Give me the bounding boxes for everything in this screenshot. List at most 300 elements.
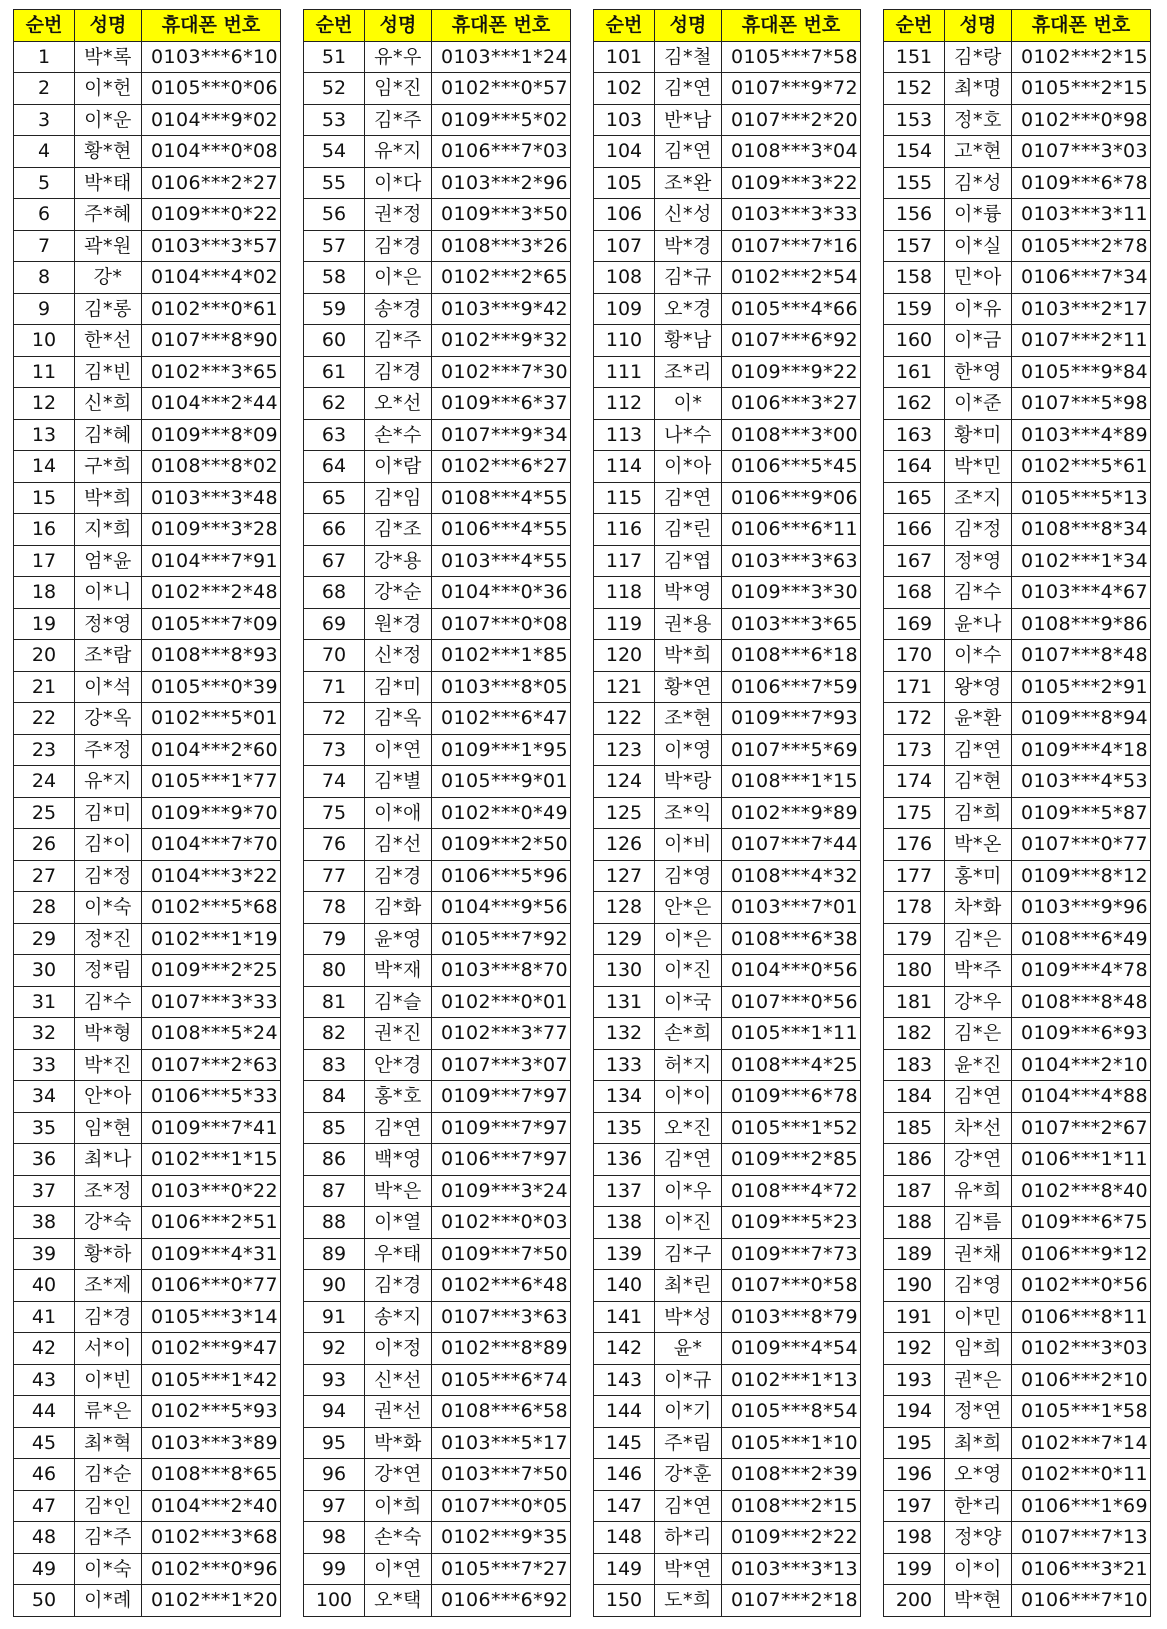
table-row bbox=[884, 388, 1151, 420]
name-cell: 조*완 bbox=[655, 167, 722, 199]
phone-cell: 0105***0*39 bbox=[142, 671, 281, 703]
phone-cell: 0107***9*72 bbox=[722, 73, 861, 105]
phone-cell: 0109***4*31 bbox=[142, 1238, 281, 1270]
table-row bbox=[884, 1270, 1151, 1302]
name-cell: 임*진 bbox=[365, 73, 432, 105]
phone-cell: 0105***0*06 bbox=[142, 73, 281, 105]
table-row bbox=[594, 325, 861, 357]
name-cell: 최*나 bbox=[75, 1144, 142, 1176]
seq-cell: 61 bbox=[304, 356, 365, 388]
table-row bbox=[594, 766, 861, 798]
seq-cell: 164 bbox=[884, 451, 945, 483]
phone-cell: 0108***8*02 bbox=[142, 451, 281, 483]
seq-cell: 104 bbox=[594, 136, 655, 168]
seq-cell: 35 bbox=[14, 1112, 75, 1144]
phone-cell: 0103***8*05 bbox=[432, 671, 571, 703]
name-cell: 이*정 bbox=[365, 1333, 432, 1365]
table-row bbox=[884, 1553, 1151, 1585]
name-cell: 김*연 bbox=[945, 734, 1012, 766]
seq-cell: 5 bbox=[14, 167, 75, 199]
name-cell: 이*기 bbox=[655, 1396, 722, 1428]
name-cell: 오*선 bbox=[365, 388, 432, 420]
table-row bbox=[14, 451, 281, 483]
phone-cell: 0102***3*03 bbox=[1012, 1333, 1151, 1365]
name-cell: 홍*호 bbox=[365, 1081, 432, 1113]
seq-cell: 39 bbox=[14, 1238, 75, 1270]
table-row bbox=[884, 1301, 1151, 1333]
name-cell: 왕*영 bbox=[945, 671, 1012, 703]
table-row bbox=[594, 1301, 861, 1333]
name-cell: 이*영 bbox=[655, 734, 722, 766]
table-row bbox=[304, 104, 571, 136]
name-cell: 김*인 bbox=[75, 1490, 142, 1522]
name-cell: 김*은 bbox=[945, 1018, 1012, 1050]
phone-cell: 0109***7*73 bbox=[722, 1238, 861, 1270]
phone-cell: 0109***8*12 bbox=[1012, 860, 1151, 892]
table-row bbox=[14, 640, 281, 672]
phone-cell: 0105***2*78 bbox=[1012, 230, 1151, 262]
seq-cell: 4 bbox=[14, 136, 75, 168]
table-row bbox=[304, 356, 571, 388]
name-cell: 김*경 bbox=[365, 230, 432, 262]
table-row bbox=[14, 1490, 281, 1522]
phone-cell: 0105***5*13 bbox=[1012, 482, 1151, 514]
table-row bbox=[594, 986, 861, 1018]
table-row bbox=[594, 1553, 861, 1585]
table-row bbox=[594, 1490, 861, 1522]
seq-cell: 120 bbox=[594, 640, 655, 672]
name-cell: 강*숙 bbox=[75, 1207, 142, 1239]
name-cell: 오*진 bbox=[655, 1112, 722, 1144]
phone-cell: 0109***4*54 bbox=[722, 1333, 861, 1365]
seq-cell: 185 bbox=[884, 1112, 945, 1144]
seq-cell: 142 bbox=[594, 1333, 655, 1365]
phone-cell: 0105***1*10 bbox=[722, 1427, 861, 1459]
name-cell: 이*운 bbox=[75, 104, 142, 136]
table-row bbox=[14, 955, 281, 987]
table-row bbox=[884, 356, 1151, 388]
table-row bbox=[884, 451, 1151, 483]
name-cell: 고*현 bbox=[945, 136, 1012, 168]
seq-cell: 37 bbox=[14, 1175, 75, 1207]
phone-cell: 0108***8*65 bbox=[142, 1459, 281, 1491]
phone-cell: 0109***2*22 bbox=[722, 1522, 861, 1554]
phone-cell: 0103***3*33 bbox=[722, 199, 861, 231]
table-row bbox=[884, 734, 1151, 766]
table-row bbox=[884, 41, 1151, 73]
seq-cell: 29 bbox=[14, 923, 75, 955]
name-cell: 박*현 bbox=[945, 1585, 1012, 1617]
table-row bbox=[304, 73, 571, 105]
table-row bbox=[884, 136, 1151, 168]
seq-cell: 74 bbox=[304, 766, 365, 798]
name-cell: 김*빈 bbox=[75, 356, 142, 388]
table-row bbox=[14, 671, 281, 703]
phone-cell: 0102***0*01 bbox=[432, 986, 571, 1018]
name-cell: 손*수 bbox=[365, 419, 432, 451]
phone-cell: 0107***0*56 bbox=[722, 986, 861, 1018]
phone-cell: 0108***4*32 bbox=[722, 860, 861, 892]
header-seq: 순번 bbox=[14, 10, 75, 42]
table-row bbox=[14, 545, 281, 577]
seq-cell: 153 bbox=[884, 104, 945, 136]
seq-cell: 36 bbox=[14, 1144, 75, 1176]
seq-cell: 128 bbox=[594, 892, 655, 924]
name-cell: 김*구 bbox=[655, 1238, 722, 1270]
phone-cell: 0106***3*21 bbox=[1012, 1553, 1151, 1585]
phone-cell: 0103***3*57 bbox=[142, 230, 281, 262]
name-cell: 백*영 bbox=[365, 1144, 432, 1176]
name-cell: 김*순 bbox=[75, 1459, 142, 1491]
name-cell: 신*성 bbox=[655, 199, 722, 231]
phone-cell: 0107***2*11 bbox=[1012, 325, 1151, 357]
name-cell: 이*애 bbox=[365, 797, 432, 829]
table-row bbox=[14, 1585, 281, 1617]
phone-cell: 0106***5*33 bbox=[142, 1081, 281, 1113]
seq-cell: 90 bbox=[304, 1270, 365, 1302]
header-phone: 휴대폰 번호 bbox=[1012, 10, 1151, 42]
phone-cell: 0109***0*22 bbox=[142, 199, 281, 231]
seq-cell: 62 bbox=[304, 388, 365, 420]
name-cell: 원*경 bbox=[365, 608, 432, 640]
table-row bbox=[14, 1459, 281, 1491]
seq-cell: 147 bbox=[594, 1490, 655, 1522]
name-cell: 정*호 bbox=[945, 104, 1012, 136]
name-cell: 류*은 bbox=[75, 1396, 142, 1428]
seq-cell: 163 bbox=[884, 419, 945, 451]
phone-cell: 0102***8*40 bbox=[1012, 1175, 1151, 1207]
seq-cell: 30 bbox=[14, 955, 75, 987]
seq-cell: 76 bbox=[304, 829, 365, 861]
phone-cell: 0108***4*55 bbox=[432, 482, 571, 514]
seq-cell: 136 bbox=[594, 1144, 655, 1176]
phone-cell: 0105***6*74 bbox=[432, 1364, 571, 1396]
table-row bbox=[14, 1301, 281, 1333]
seq-cell: 179 bbox=[884, 923, 945, 955]
table-row bbox=[304, 482, 571, 514]
seq-cell: 180 bbox=[884, 955, 945, 987]
header-row bbox=[14, 10, 281, 42]
seq-cell: 129 bbox=[594, 923, 655, 955]
phone-cell: 0103***2*17 bbox=[1012, 293, 1151, 325]
name-cell: 김*옥 bbox=[365, 703, 432, 735]
name-cell: 송*경 bbox=[365, 293, 432, 325]
table-row bbox=[304, 1364, 571, 1396]
name-cell: 신*희 bbox=[75, 388, 142, 420]
table-row bbox=[14, 923, 281, 955]
phone-cell: 0108***2*39 bbox=[722, 1459, 861, 1491]
seq-cell: 110 bbox=[594, 325, 655, 357]
name-cell: 김*수 bbox=[945, 577, 1012, 609]
phone-cell: 0105***1*42 bbox=[142, 1364, 281, 1396]
table-row bbox=[884, 1396, 1151, 1428]
seq-cell: 199 bbox=[884, 1553, 945, 1585]
phone-cell: 0106***7*10 bbox=[1012, 1585, 1151, 1617]
name-cell: 강*옥 bbox=[75, 703, 142, 735]
name-cell: 강*훈 bbox=[655, 1459, 722, 1491]
table-row bbox=[594, 1427, 861, 1459]
seq-cell: 140 bbox=[594, 1270, 655, 1302]
name-cell: 김*혜 bbox=[75, 419, 142, 451]
table-row bbox=[594, 1333, 861, 1365]
seq-cell: 145 bbox=[594, 1427, 655, 1459]
seq-cell: 135 bbox=[594, 1112, 655, 1144]
seq-cell: 189 bbox=[884, 1238, 945, 1270]
phone-cell: 0108***6*58 bbox=[432, 1396, 571, 1428]
name-cell: 김*연 bbox=[655, 482, 722, 514]
table-row bbox=[304, 1459, 571, 1491]
table-row bbox=[594, 262, 861, 294]
phone-cell: 0102***0*56 bbox=[1012, 1270, 1151, 1302]
phone-cell: 0104***9*56 bbox=[432, 892, 571, 924]
name-cell: 허*지 bbox=[655, 1049, 722, 1081]
phone-cell: 0103***5*17 bbox=[432, 1427, 571, 1459]
phone-cell: 0104***7*91 bbox=[142, 545, 281, 577]
seq-cell: 112 bbox=[594, 388, 655, 420]
table-row bbox=[884, 577, 1151, 609]
phone-cell: 0109***9*70 bbox=[142, 797, 281, 829]
phone-cell: 0108***6*49 bbox=[1012, 923, 1151, 955]
name-cell: 조*현 bbox=[655, 703, 722, 735]
table-row bbox=[594, 1175, 861, 1207]
name-cell: 윤*진 bbox=[945, 1049, 1012, 1081]
name-cell: 박*랑 bbox=[655, 766, 722, 798]
seq-cell: 56 bbox=[304, 199, 365, 231]
table-row bbox=[594, 104, 861, 136]
name-cell: 김*선 bbox=[365, 829, 432, 861]
seq-cell: 118 bbox=[594, 577, 655, 609]
name-cell: 임*현 bbox=[75, 1112, 142, 1144]
name-cell: 황*남 bbox=[655, 325, 722, 357]
phone-cell: 0105***1*52 bbox=[722, 1112, 861, 1144]
seq-cell: 174 bbox=[884, 766, 945, 798]
table-row bbox=[304, 41, 571, 73]
phone-cell: 0105***9*84 bbox=[1012, 356, 1151, 388]
name-cell: 차*화 bbox=[945, 892, 1012, 924]
name-cell: 김*경 bbox=[365, 1270, 432, 1302]
seq-cell: 14 bbox=[14, 451, 75, 483]
phone-cell: 0107***3*03 bbox=[1012, 136, 1151, 168]
name-cell: 김*롱 bbox=[75, 293, 142, 325]
name-cell: 신*정 bbox=[365, 640, 432, 672]
seq-cell: 138 bbox=[594, 1207, 655, 1239]
name-cell: 박*성 bbox=[655, 1301, 722, 1333]
table-row bbox=[884, 262, 1151, 294]
seq-cell: 182 bbox=[884, 1018, 945, 1050]
seq-cell: 162 bbox=[884, 388, 945, 420]
phone-cell: 0102***0*49 bbox=[432, 797, 571, 829]
table-row bbox=[594, 451, 861, 483]
seq-cell: 55 bbox=[304, 167, 365, 199]
table-row bbox=[884, 167, 1151, 199]
seq-cell: 107 bbox=[594, 230, 655, 262]
seq-cell: 15 bbox=[14, 482, 75, 514]
seq-cell: 44 bbox=[14, 1396, 75, 1428]
phone-cell: 0104***4*02 bbox=[142, 262, 281, 294]
table-row bbox=[884, 1522, 1151, 1554]
phone-cell: 0103***4*53 bbox=[1012, 766, 1151, 798]
table-row bbox=[304, 1333, 571, 1365]
name-cell: 이*헌 bbox=[75, 73, 142, 105]
seq-cell: 7 bbox=[14, 230, 75, 262]
seq-cell: 178 bbox=[884, 892, 945, 924]
table-row bbox=[884, 955, 1151, 987]
phone-cell: 0107***6*92 bbox=[722, 325, 861, 357]
name-cell: 박*영 bbox=[655, 577, 722, 609]
name-cell: 권*은 bbox=[945, 1364, 1012, 1396]
table-row bbox=[884, 766, 1151, 798]
name-cell: 김*주 bbox=[365, 325, 432, 357]
phone-cell: 0107***0*77 bbox=[1012, 829, 1151, 861]
table-row bbox=[304, 1301, 571, 1333]
seq-cell: 148 bbox=[594, 1522, 655, 1554]
phone-cell: 0102***2*54 bbox=[722, 262, 861, 294]
seq-cell: 156 bbox=[884, 199, 945, 231]
table-row bbox=[594, 1049, 861, 1081]
phone-cell: 0102***0*57 bbox=[432, 73, 571, 105]
name-cell: 이*연 bbox=[365, 734, 432, 766]
seq-cell: 200 bbox=[884, 1585, 945, 1617]
seq-cell: 64 bbox=[304, 451, 365, 483]
phone-cell: 0106***7*03 bbox=[432, 136, 571, 168]
table-row bbox=[304, 829, 571, 861]
table-row bbox=[304, 451, 571, 483]
seq-cell: 173 bbox=[884, 734, 945, 766]
name-cell: 이*이 bbox=[945, 1553, 1012, 1585]
name-cell: 정*영 bbox=[945, 545, 1012, 577]
table-row bbox=[594, 860, 861, 892]
phone-cell: 0103***2*96 bbox=[432, 167, 571, 199]
table-row bbox=[14, 1522, 281, 1554]
name-cell: 이*이 bbox=[655, 1081, 722, 1113]
name-cell: 강*순 bbox=[365, 577, 432, 609]
seq-cell: 97 bbox=[304, 1490, 365, 1522]
phone-cell: 0104***2*44 bbox=[142, 388, 281, 420]
phone-cell: 0106***2*51 bbox=[142, 1207, 281, 1239]
seq-cell: 34 bbox=[14, 1081, 75, 1113]
seq-cell: 26 bbox=[14, 829, 75, 861]
name-cell: 김*이 bbox=[75, 829, 142, 861]
table-row bbox=[884, 230, 1151, 262]
table-row bbox=[304, 955, 571, 987]
header-name: 성명 bbox=[75, 10, 142, 42]
phone-cell: 0109***1*95 bbox=[432, 734, 571, 766]
seq-cell: 184 bbox=[884, 1081, 945, 1113]
table-row bbox=[594, 671, 861, 703]
name-cell: 김*화 bbox=[365, 892, 432, 924]
table-row bbox=[14, 797, 281, 829]
phone-cell: 0104***2*60 bbox=[142, 734, 281, 766]
name-cell: 이*민 bbox=[945, 1301, 1012, 1333]
table-row bbox=[304, 136, 571, 168]
table-row bbox=[884, 1144, 1151, 1176]
table-row bbox=[594, 1018, 861, 1050]
phone-cell: 0108***3*00 bbox=[722, 419, 861, 451]
header-name: 성명 bbox=[365, 10, 432, 42]
phone-cell: 0102***1*34 bbox=[1012, 545, 1151, 577]
name-cell: 김*연 bbox=[945, 1081, 1012, 1113]
table-row bbox=[304, 986, 571, 1018]
seq-cell: 38 bbox=[14, 1207, 75, 1239]
table-row bbox=[304, 1427, 571, 1459]
table-row bbox=[884, 293, 1151, 325]
seq-cell: 198 bbox=[884, 1522, 945, 1554]
table-row bbox=[594, 1364, 861, 1396]
seq-cell: 192 bbox=[884, 1333, 945, 1365]
phone-cell: 0108***4*72 bbox=[722, 1175, 861, 1207]
seq-cell: 83 bbox=[304, 1049, 365, 1081]
name-cell: 김*성 bbox=[945, 167, 1012, 199]
name-cell: 이*석 bbox=[75, 671, 142, 703]
name-cell: 김*경 bbox=[365, 356, 432, 388]
table-row bbox=[14, 1427, 281, 1459]
phone-cell: 0107***3*33 bbox=[142, 986, 281, 1018]
seq-cell: 160 bbox=[884, 325, 945, 357]
seq-cell: 43 bbox=[14, 1364, 75, 1396]
table-row bbox=[884, 703, 1151, 735]
phone-cell: 0105***2*91 bbox=[1012, 671, 1151, 703]
table-row bbox=[594, 1522, 861, 1554]
name-cell: 김*연 bbox=[655, 1490, 722, 1522]
table-row bbox=[594, 608, 861, 640]
phone-cell: 0108***5*24 bbox=[142, 1018, 281, 1050]
name-cell: 주*림 bbox=[655, 1427, 722, 1459]
name-cell: 윤* bbox=[655, 1333, 722, 1365]
name-cell: 손*희 bbox=[655, 1018, 722, 1050]
phone-cell: 0105***7*58 bbox=[722, 41, 861, 73]
name-cell: 김*정 bbox=[945, 514, 1012, 546]
table-row bbox=[594, 734, 861, 766]
table-row bbox=[594, 293, 861, 325]
seq-cell: 99 bbox=[304, 1553, 365, 1585]
phone-cell: 0108***8*34 bbox=[1012, 514, 1151, 546]
phone-cell: 0109***6*78 bbox=[1012, 167, 1151, 199]
name-cell: 김*주 bbox=[75, 1522, 142, 1554]
phone-cell: 0103***3*48 bbox=[142, 482, 281, 514]
table-row bbox=[884, 986, 1151, 1018]
seq-cell: 46 bbox=[14, 1459, 75, 1491]
table-row bbox=[304, 1081, 571, 1113]
seq-cell: 109 bbox=[594, 293, 655, 325]
table-row bbox=[884, 1427, 1151, 1459]
phone-cell: 0108***3*04 bbox=[722, 136, 861, 168]
name-cell: 박*온 bbox=[945, 829, 1012, 861]
name-cell: 주*정 bbox=[75, 734, 142, 766]
seq-cell: 68 bbox=[304, 577, 365, 609]
table-row bbox=[594, 1238, 861, 1270]
phone-cell: 0102***6*27 bbox=[432, 451, 571, 483]
seq-cell: 42 bbox=[14, 1333, 75, 1365]
name-cell: 지*희 bbox=[75, 514, 142, 546]
seq-cell: 115 bbox=[594, 482, 655, 514]
seq-cell: 116 bbox=[594, 514, 655, 546]
phone-cell: 0106***7*59 bbox=[722, 671, 861, 703]
name-cell: 권*진 bbox=[365, 1018, 432, 1050]
name-cell: 강*연 bbox=[365, 1459, 432, 1491]
phone-cell: 0103***7*01 bbox=[722, 892, 861, 924]
phone-cell: 0103***4*67 bbox=[1012, 577, 1151, 609]
phone-cell: 0109***3*28 bbox=[142, 514, 281, 546]
seq-cell: 20 bbox=[14, 640, 75, 672]
seq-cell: 161 bbox=[884, 356, 945, 388]
seq-cell: 31 bbox=[14, 986, 75, 1018]
name-cell: 이*수 bbox=[945, 640, 1012, 672]
table-row bbox=[14, 1333, 281, 1365]
name-cell: 박*은 bbox=[365, 1175, 432, 1207]
table-row bbox=[884, 545, 1151, 577]
seq-cell: 41 bbox=[14, 1301, 75, 1333]
phone-cell: 0104***7*70 bbox=[142, 829, 281, 861]
